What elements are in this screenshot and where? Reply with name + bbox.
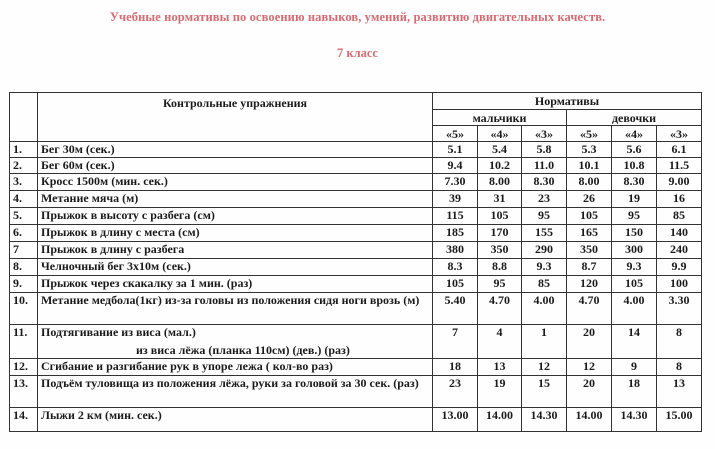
girls-grade-5-value: 4.70 [567, 293, 612, 325]
girls-grade-5-value: 14.00 [567, 408, 612, 432]
boys-grade-4-value: 105 [478, 208, 522, 225]
exercise-name: Кросс 1500м (мин. сек.) [38, 174, 433, 191]
girls-grade-5-value: 26 [567, 191, 612, 208]
row-number: 10. [10, 293, 38, 325]
boys-grade-5-value: 7 [433, 325, 478, 359]
table-row [10, 142, 702, 158]
girls-grade-3-value: 100 [657, 276, 702, 293]
table-row [10, 208, 702, 225]
header-boys-grade-3: «3» [522, 126, 567, 142]
boys-grade-5-value: 7.30 [433, 174, 478, 191]
boys-grade-4-value: 4 [478, 325, 522, 359]
boys-grade-5-value: 39 [433, 191, 478, 208]
exercise-name: Метание мяча (м) [38, 191, 433, 208]
row-number: 13. [10, 376, 38, 408]
norms-table [9, 92, 702, 432]
table-row [10, 174, 702, 191]
row-number: 6. [10, 225, 38, 242]
boys-grade-3-value: 15 [522, 376, 567, 408]
girls-grade-5-value: 10.1 [567, 158, 612, 174]
girls-grade-4-value: 9.3 [612, 259, 657, 276]
table-row [10, 376, 702, 408]
boys-grade-3-value: 11.0 [522, 158, 567, 174]
girls-grade-3-value: 15.00 [657, 408, 702, 432]
boys-grade-5-value: 8.3 [433, 259, 478, 276]
grade-subtitle: 7 класс [337, 46, 378, 60]
girls-grade-4-value: 14 [612, 325, 657, 359]
boys-grade-5-value: 380 [433, 242, 478, 259]
boys-grade-4-value: 170 [478, 225, 522, 242]
girls-grade-3-value: 8 [657, 359, 702, 376]
girls-grade-5-value: 8.00 [567, 174, 612, 191]
girls-grade-5-value: 120 [567, 276, 612, 293]
table-row [10, 408, 702, 432]
header-norms: Нормативы [433, 93, 702, 110]
exercise-name: Бег 30м (сек.) [38, 142, 433, 158]
exercise-name: Метание медбола(1кг) из-за головы из положения сидя ноги врозь (м) [38, 293, 433, 325]
header-girls-grade-4: «4» [612, 126, 657, 142]
boys-grade-4-value: 13 [478, 359, 522, 376]
girls-grade-3-value: 9.00 [657, 174, 702, 191]
boys-grade-5-value: 23 [433, 376, 478, 408]
girls-grade-5-value: 5.3 [567, 142, 612, 158]
row-number: 3. [10, 174, 38, 191]
exercise-name: Прыжок в длину с разбега [38, 242, 433, 259]
girls-grade-4-value: 14.30 [612, 408, 657, 432]
header-boys: мальчики [433, 110, 567, 126]
boys-grade-3-value: 290 [522, 242, 567, 259]
girls-grade-3-value: 3.30 [657, 293, 702, 325]
boys-grade-5-value: 5.40 [433, 293, 478, 325]
row-number: 9. [10, 276, 38, 293]
table-row [10, 293, 702, 325]
table-row [10, 242, 702, 259]
boys-grade-5-value: 105 [433, 276, 478, 293]
header-girls-grade-5: «5» [567, 126, 612, 142]
exercise-name: Прыжок в высоту с разбега (см) [38, 208, 433, 225]
girls-grade-4-value: 95 [612, 208, 657, 225]
exercise-name-line-1: Подтягивание из виса (мал.) [41, 325, 196, 339]
girls-grade-4-value: 10.8 [612, 158, 657, 174]
girls-grade-4-value: 150 [612, 225, 657, 242]
boys-grade-4-value: 5.4 [478, 142, 522, 158]
row-number: 1. [10, 142, 38, 158]
girls-grade-3-value: 16 [657, 191, 702, 208]
row-number: 7 [10, 242, 38, 259]
girls-grade-3-value: 13 [657, 376, 702, 408]
boys-grade-4-value: 10.2 [478, 158, 522, 174]
girls-grade-4-value: 4.00 [612, 293, 657, 325]
exercise-name-line-2: из виса лёжа (планка 110см) (дев.) (раз) [136, 343, 350, 357]
girls-grade-5-value: 165 [567, 225, 612, 242]
girls-grade-3-value: 6.1 [657, 142, 702, 158]
table-row [10, 359, 702, 376]
boys-grade-3-value: 4.00 [522, 293, 567, 325]
row-number: 4. [10, 191, 38, 208]
girls-grade-3-value: 240 [657, 242, 702, 259]
girls-grade-5-value: 12 [567, 359, 612, 376]
boys-grade-4-value: 14.00 [478, 408, 522, 432]
row-number: 12. [10, 359, 38, 376]
boys-grade-5-value: 115 [433, 208, 478, 225]
girls-grade-4-value: 18 [612, 376, 657, 408]
girls-grade-5-value: 20 [567, 376, 612, 408]
girls-grade-3-value: 85 [657, 208, 702, 225]
row-number: 11. [10, 325, 38, 359]
table-row [10, 191, 702, 208]
header-exercises: Контрольные упражнения [38, 93, 433, 142]
exercise-name: Челночный бег 3х10м (сек.) [38, 259, 433, 276]
boys-grade-3-value: 14.30 [522, 408, 567, 432]
boys-grade-4-value: 8.00 [478, 174, 522, 191]
exercise-name: Подъём туловища из положения лёжа, руки за головой за 30 сек. (раз) [38, 376, 433, 408]
boys-grade-4-value: 350 [478, 242, 522, 259]
girls-grade-4-value: 300 [612, 242, 657, 259]
boys-grade-5-value: 18 [433, 359, 478, 376]
boys-grade-3-value: 155 [522, 225, 567, 242]
girls-grade-3-value: 9.9 [657, 259, 702, 276]
boys-grade-3-value: 23 [522, 191, 567, 208]
table-row [10, 325, 702, 359]
table-row [10, 276, 702, 293]
girls-grade-4-value: 8.30 [612, 174, 657, 191]
girls-grade-4-value: 105 [612, 276, 657, 293]
boys-grade-4-value: 4.70 [478, 293, 522, 325]
exercise-name: Сгибание и разгибание рук в упоре лежа ( кол-во раз) [38, 359, 433, 376]
girls-grade-5-value: 105 [567, 208, 612, 225]
boys-grade-4-value: 31 [478, 191, 522, 208]
boys-grade-4-value: 19 [478, 376, 522, 408]
header-girls: девочки [567, 110, 702, 126]
table-row [10, 259, 702, 276]
boys-grade-3-value: 5.8 [522, 142, 567, 158]
row-number: 2. [10, 158, 38, 174]
header-boys-grade-5: «5» [433, 126, 478, 142]
boys-grade-5-value: 185 [433, 225, 478, 242]
boys-grade-4-value: 8.8 [478, 259, 522, 276]
exercise-name: Бег 60м (сек.) [38, 158, 433, 174]
header-girls-grade-3: «3» [657, 126, 702, 142]
boys-grade-3-value: 85 [522, 276, 567, 293]
table-row [10, 158, 702, 174]
girls-grade-5-value: 350 [567, 242, 612, 259]
boys-grade-5-value: 5.1 [433, 142, 478, 158]
girls-grade-4-value: 9 [612, 359, 657, 376]
boys-grade-3-value: 8.30 [522, 174, 567, 191]
boys-grade-3-value: 95 [522, 208, 567, 225]
exercise-name: Прыжок через скакалку за 1 мин. (раз) [38, 276, 433, 293]
row-number: 14. [10, 408, 38, 432]
boys-grade-5-value: 9.4 [433, 158, 478, 174]
boys-grade-5-value: 13.00 [433, 408, 478, 432]
header-num-cell [10, 93, 38, 142]
boys-grade-3-value: 12 [522, 359, 567, 376]
row-number: 5. [10, 208, 38, 225]
girls-grade-5-value: 8.7 [567, 259, 612, 276]
girls-grade-3-value: 140 [657, 225, 702, 242]
exercise-name: Прыжок в длину с места (см) [38, 225, 433, 242]
girls-grade-3-value: 8 [657, 325, 702, 359]
page-title: Учебные нормативы по освоению навыков, умений, развитию двигательных качеств. [109, 10, 606, 24]
row-number: 8. [10, 259, 38, 276]
exercise-name [38, 325, 433, 359]
girls-grade-4-value: 19 [612, 191, 657, 208]
girls-grade-4-value: 5.6 [612, 142, 657, 158]
exercise-name: Лыжи 2 км (мин. сек.) [38, 408, 433, 432]
boys-grade-3-value: 1 [522, 325, 567, 359]
girls-grade-3-value: 11.5 [657, 158, 702, 174]
table-row [10, 225, 702, 242]
girls-grade-5-value: 20 [567, 325, 612, 359]
boys-grade-4-value: 95 [478, 276, 522, 293]
boys-grade-3-value: 9.3 [522, 259, 567, 276]
header-boys-grade-4: «4» [478, 126, 522, 142]
